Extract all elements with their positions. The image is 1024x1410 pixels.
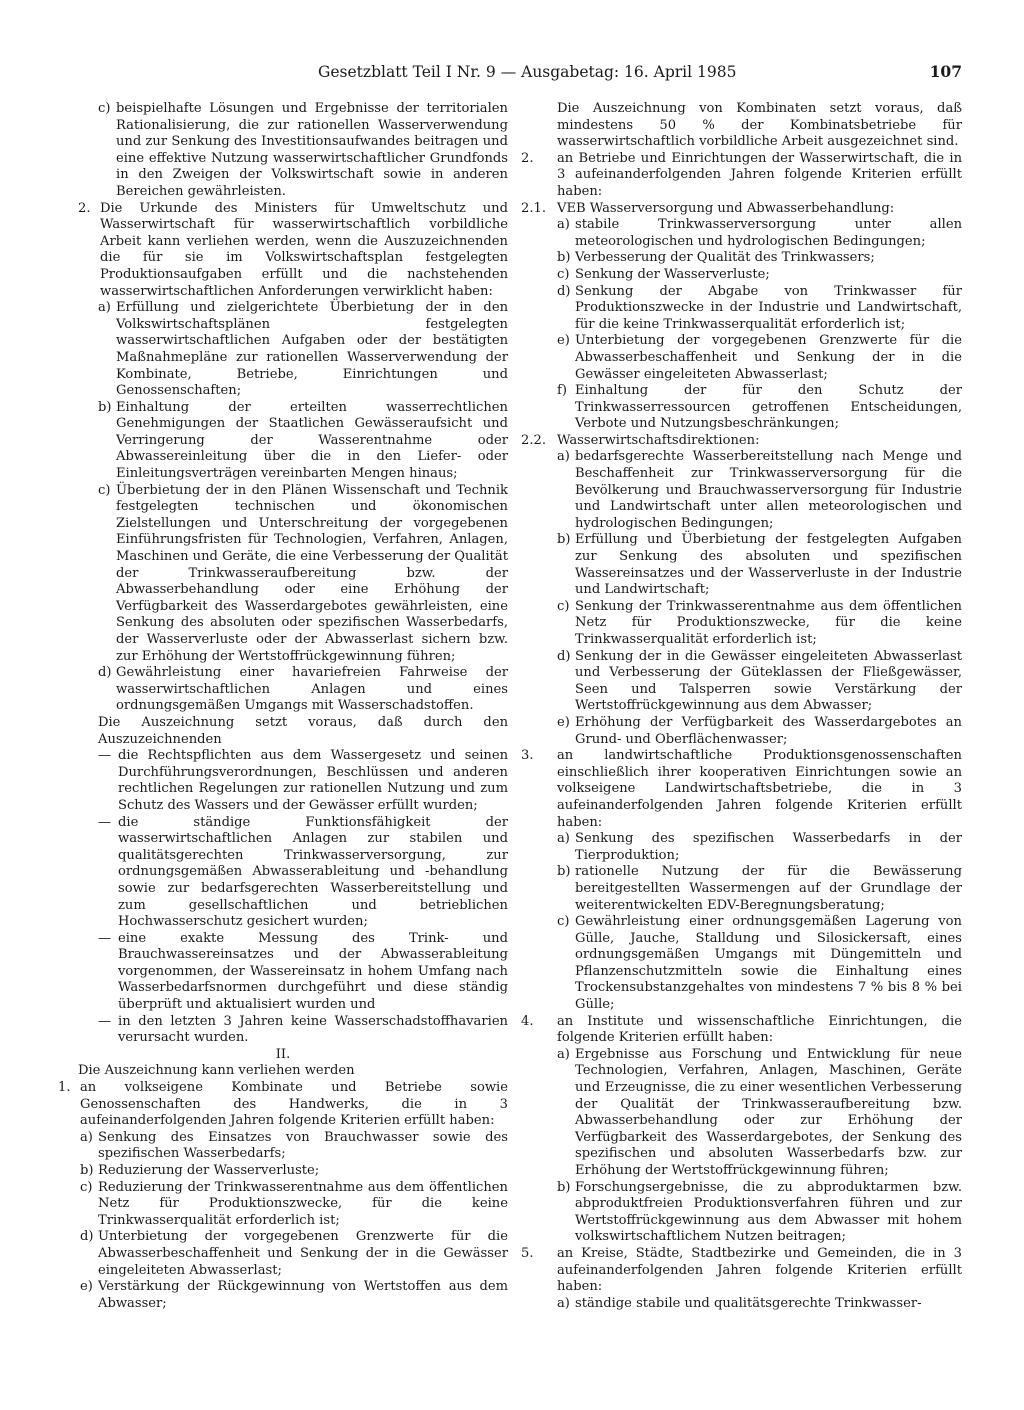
list-text: Wasserwirtschaftsdirektionen: — [557, 432, 760, 448]
list-item — [521, 217, 962, 250]
list-item — [521, 715, 962, 748]
list-text: beispielhafte Lösungen und Ergebnisse der territorialen Rationalisierung, die zur rationellen Wasserverwendung und zur Senkung des Investitionsaufwandes beitragen und eine effektive Nutzung wasserwirtschaftlicher Grundfonds in den Zweigen der Volkswirtschaft sowie in anderen Bereichen gewährleisten. — [116, 101, 508, 199]
list-marker: b) — [557, 250, 571, 266]
list-text: Ergebnisse aus Forschung und Entwicklung für neue Technologien, Verfahren, Anlagen, Maschinen, Geräte und Erzeugnisse, die zu einer wesentlichen Verbesserung der Qualität der Trinkwasseraufbereitung bzw. Abwasserbehandlung oder zur Erhöhung der Verfügbarkeit des Wasserdargebotes, der Senkung des spezifischen und absoluten Wasserbedarfs bzw. zur Erhöhung der Wertstoffrückgewinnung führen; — [575, 1046, 962, 1178]
list-marker: d) — [98, 665, 112, 681]
list-marker: a) — [557, 449, 570, 465]
section-intro: Die Auszeichnung kann verliehen werden — [78, 1063, 355, 1079]
kombinat-note: Die Auszeichnung von Kombinaten setzt voraus, daß mindestens 50 % der Kombinatsbetriebe für wasserwirtschaftlich vorbildliche Arbeit ausgezeichnet sind. — [557, 101, 962, 150]
list-marker: a) — [557, 217, 570, 233]
list-text: Senkung der Abgabe von Trinkwasser für Produktionszwecke in der Industrie und Landwirtschaft, für die keine Trinkwasserqualität erforderlich ist; — [575, 283, 962, 332]
list-text: Senkung der in die Gewässer eingeleiteten Abwasserlast und Verbesserung der Güteklassen der Fließgewässer, Seen und Talsperren sowie Verstärkung der Wertstoffrückgewinnung aus dem Abwasser; — [575, 648, 962, 714]
prerequisite-text: Die Auszeichnung setzt voraus, daß durch den Auszuzeichnenden — [98, 714, 508, 747]
list-item — [58, 1279, 508, 1312]
list-item — [521, 284, 962, 334]
list-text: an landwirtschaftliche Produktionsgenossenschaften einschließlich ihrer kooperativen Einrichtungen sowie an volkseigene Landwirtschaftsbetriebe, die in 3 aufeinanderfolgenden Jahren folgende Kriterien erfüllt haben: — [557, 748, 962, 830]
list-item — [521, 1246, 962, 1296]
list-text: Gewährleistung einer havariefreien Fahrweise der wasserwirtschaftlichen Anlagen und eines ordnungsgemäßen Umgangs mit Wasserschadstoffen. — [116, 665, 508, 714]
list-item — [521, 449, 962, 532]
list-text: Einhaltung der erteilten wasserrechtlichen Genehmigungen der Staatlichen Gewässeraufsicht und Verringerung der Wasserentnahme oder Abwassereinleitung über die in den Liefer- oder Einleitungsverträgen vereinbarten Mengen hinaus; — [116, 399, 508, 482]
left-column — [58, 101, 508, 1312]
list-marker: b) — [557, 532, 571, 548]
list-item — [521, 1014, 962, 1047]
list-item — [521, 1296, 962, 1313]
list-marker: 5. — [521, 1245, 534, 1261]
list-item — [58, 1229, 508, 1279]
list-item — [521, 201, 962, 218]
list-marker: b) — [80, 1163, 94, 1178]
page-header — [0, 60, 1024, 84]
list-text: an Betriebe und Einrichtungen der Wasserwirtschaft, die in 3 aufeinanderfolgenden Jahren folgende Kriterien erfüllt haben: — [557, 150, 962, 199]
section-heading: II. — [275, 1046, 291, 1062]
list-item — [521, 1047, 962, 1180]
list-text: in den letzten 3 Jahren keine Wasserschadstoffhavarien verursacht wurden. — [118, 1013, 508, 1046]
list-item — [521, 649, 962, 715]
list-marker: 3. — [521, 748, 534, 764]
page-number: 107 — [929, 62, 962, 81]
list-marker: 4. — [521, 1013, 534, 1029]
list-text: an volkseigene Kombinate und Betriebe sowie Genossenschaften des Handwerks, die in 3 aufeinanderfolgenden Jahren folgende Kriterien erfüllt haben: — [80, 1080, 508, 1129]
list-text: Senkung der Wasserverluste; — [575, 266, 770, 282]
list-item — [58, 483, 508, 666]
list-text: Erhöhung der Verfügbarkeit des Wasserdargebotes an Grund- und Oberflächenwasser; — [575, 714, 962, 747]
list-marker: c) — [557, 266, 570, 282]
list-text: Unterbietung der vorgegebenen Grenzwerte für die Abwasserbeschaffenheit und Senkung der in die Gewässer eingeleiteten Abwasserlast; — [98, 1229, 508, 1278]
list-text: Senkung des spezifischen Wasserbedarfs in der Tierproduktion; — [575, 831, 962, 863]
list-text: Verbesserung der Qualität des Trinkwassers; — [575, 250, 875, 266]
list-item — [521, 333, 962, 383]
list-item — [58, 665, 508, 715]
list-text: Forschungsergebnisse, die zu abproduktarmen bzw. abproduktfreien Produktionsverfahren führen und zur Wertstoffrückgewinnung aus dem Abwasser mit hohem volkswirtschaftlichem Nutzen beitragen; — [575, 1179, 962, 1245]
list-marker: c) — [98, 101, 111, 116]
list-text: Die Urkunde des Ministers für Umweltschutz und Wasserwirtschaft für wasserwirtschaftlich vorbildliche Arbeit kann verliehen werden, wenn die Auszuzeichnenden die für sie im Volkswirtschaftsplan festgelegten Produktionsaufgaben erfüllt und die nachstehenden wasserwirtschaftlichen Anforderungen verwirklicht haben: — [100, 200, 508, 299]
list-text: an Kreise, Städte, Stadtbezirke und Gemeinden, die in 3 aufeinanderfolgenden Jahren folgende Kriterien erfüllt haben: — [557, 1245, 962, 1295]
list-marker: 2.2. — [521, 432, 546, 448]
list-text: Erfüllung und zielgerichtete Überbietung der in den Volkswirtschaftsplänen festgelegten wasserwirtschaftlichen Aufgaben oder der bestätigten Maßnahmepläne zur rationellen Wasserverwendung der Kombinate, Betriebe, Einrichtungen und Genossenschaften; — [116, 300, 508, 399]
list-text: eine exakte Messung des Trink- und Brauchwassereinsatzes und der Abwasserableitung vorgenommen, der Wassereinsatz in hohem Umfang nach Wasserbedarfsnormen durchgeführt und diese ständig überprüft und aktualisiert wurden und — [118, 930, 508, 1013]
list-text: Gewährleistung einer ordnungsgemäßen Lagerung von Gülle, Jauche, Stalldung und Silosickersaft, eines ordnungsgemäßen Umgangs mit Düngemitteln und Pflanzenschutzmitteln sowie die Einhaltung eines Trockensubstanzgehaltes von mindestens 7 % bis 8 % bei Gülle; — [575, 914, 962, 1013]
list-item — [58, 1130, 508, 1163]
list-marker: — — [98, 748, 112, 764]
list-item — [58, 201, 508, 301]
list-text: Unterbietung der vorgegebenen Grenzwerte für die Abwasserbeschaffenheit und Senkung der in die Gewässer eingeleiteten Abwasserlast; — [575, 333, 962, 382]
list-item — [521, 831, 962, 864]
list-marker: e) — [557, 714, 570, 730]
list-marker: — — [98, 1013, 112, 1029]
list-marker: e) — [80, 1279, 93, 1295]
list-text: Senkung der Trinkwasserentnahme aus dem öffentlichen Netz für Produktionszwecke, für die keine Trinkwasserqualität erforderlich ist; — [575, 598, 962, 647]
list-text: bedarfsgerechte Wasserbereitstellung nach Menge und Beschaffenheit zur Trinkwasserversorgung für die Bevölkerung und Brauchwasserversorgung für Industrie und Landwirtschaft unter allen meteorologischen und hydrologischen Bedingungen; — [575, 449, 962, 531]
list-text: Verstärkung der Rückgewinnung von Wertstoffen aus dem Abwasser; — [98, 1279, 508, 1311]
list-item — [58, 1014, 508, 1047]
list-item — [521, 914, 962, 1014]
list-marker: 2. — [78, 200, 91, 216]
list-item — [521, 250, 962, 267]
list-item — [521, 383, 962, 433]
list-text: Reduzierung der Wasserverluste; — [98, 1163, 320, 1178]
list-marker: b) — [557, 864, 571, 880]
list-marker: 2.1. — [521, 200, 546, 216]
list-item — [58, 1180, 508, 1230]
list-marker: f) — [557, 383, 567, 399]
list-text: VEB Wasserversorgung und Abwasserbehandlung: — [557, 200, 895, 216]
list-text: an Institute und wissenschaftliche Einrichtungen, die folgende Kriterien erfüllt haben: — [557, 1013, 962, 1046]
list-text: die ständige Funktionsfähigkeit der wasserwirtschaftlichen Anlagen zur stabilen und qualitätsgerechten Trinkwasserversorgung, zur ordnungsgemäßen Abwasserableitung und -behandlung sowie zur bedarfsgerechten Wasserbereitstellung und zum gesellschaftlichen und betrieblichen Hochwasserschutz gesichert wurden; — [118, 814, 508, 930]
list-marker: a) — [557, 831, 570, 847]
list-text: Senkung des Einsatzes von Brauchwasser sowie des spezifischen Wasserbedarfs; — [98, 1129, 508, 1162]
list-marker: e) — [557, 333, 570, 349]
list-item — [521, 151, 962, 201]
list-text: Überbietung der in den Plänen Wissenschaft und Technik festgelegten technischen und ökonomischen Zielstellungen und Unterschreitung der vorgegebenen Einführungsfristen für Technologien, Verfahren, Anlagen, Maschinen und Geräte, die eine Verbesserung der Qualität der Trinkwasseraufbereitung bzw. der Abwasserbehandlung oder eine Erhöhung der Verfügbarkeit des Wasserdargebotes gewährleisten, eine Senkung des absoluten oder spezifischen Wasserbedarfs, der Wasserverluste oder der Abwasserlast sichern bzw. zur Erhöhung der Wertstoffrückgewinnung führen; — [116, 482, 508, 664]
list-marker: 2. — [521, 150, 534, 166]
list-item — [58, 300, 508, 400]
list-text: stabile Trinkwasserversorgung unter allen meteorologischen und hydrologischen Bedingungen; — [575, 217, 962, 249]
list-marker: — — [98, 930, 112, 946]
list-marker: c) — [80, 1179, 93, 1195]
list-marker: b) — [98, 399, 112, 415]
list-marker: d) — [80, 1229, 94, 1245]
list-item — [521, 599, 962, 649]
list-item — [58, 748, 508, 814]
list-marker: 1. — [58, 1080, 71, 1096]
list-marker: c) — [557, 598, 570, 614]
list-item — [521, 532, 962, 598]
list-text: Erfüllung und Überbietung der festgelegten Aufgaben zur Senkung des absoluten und spezifischen Wassereinsatzes und der Wasserverluste in der Industrie und Landwirtschaft; — [575, 532, 962, 598]
list-text: Reduzierung der Trinkwasserentnahme aus dem öffentlichen Netz für Produktionszwecke, für die keine Trinkwasserqualität erforderlich ist; — [98, 1179, 508, 1228]
list-marker: d) — [557, 648, 571, 664]
list-marker: a) — [80, 1129, 93, 1145]
list-item — [521, 864, 962, 914]
list-marker: d) — [557, 283, 571, 299]
list-marker: a) — [557, 1295, 570, 1311]
list-text: ständige stabile und qualitätsgerechte Trinkwasser- — [575, 1295, 922, 1311]
list-item — [521, 748, 962, 831]
list-item — [58, 1163, 508, 1180]
list-item — [58, 931, 508, 1014]
list-marker: b) — [557, 1179, 571, 1195]
list-marker: a) — [557, 1046, 570, 1062]
list-item — [58, 1080, 508, 1130]
right-column — [521, 101, 962, 1312]
list-item — [58, 101, 508, 201]
list-marker: a) — [98, 300, 111, 316]
list-marker: c) — [98, 482, 111, 498]
gazette-title: Gesetzblatt Teil I Nr. 9 — Ausgabetag: 16. April 1985 — [318, 63, 737, 81]
list-item — [58, 400, 508, 483]
list-marker: c) — [557, 914, 570, 930]
list-item — [58, 815, 508, 931]
list-item — [521, 433, 962, 450]
list-text: die Rechtspflichten aus dem Wassergesetz und seinen Durchführungsverordnungen, Beschlüssen und anderen rechtlichen Regelungen zur rationellen Nutzung und zum Schutz des Wassers und der Gewässer erfüllt wurden; — [118, 748, 508, 813]
list-marker: — — [98, 814, 112, 830]
list-text: rationelle Nutzung der für die Bewässerung bereitgestellten Wassermengen auf der Grundlage der weiterentwickelten EDV-Beregnungsberatung; — [575, 864, 962, 913]
list-item — [521, 267, 962, 284]
list-item — [521, 1180, 962, 1246]
list-text: Einhaltung der für den Schutz der Trinkwasserressourcen getroffenen Entscheidungen, Verbote und Nutzungsbeschränkungen; — [575, 383, 962, 432]
